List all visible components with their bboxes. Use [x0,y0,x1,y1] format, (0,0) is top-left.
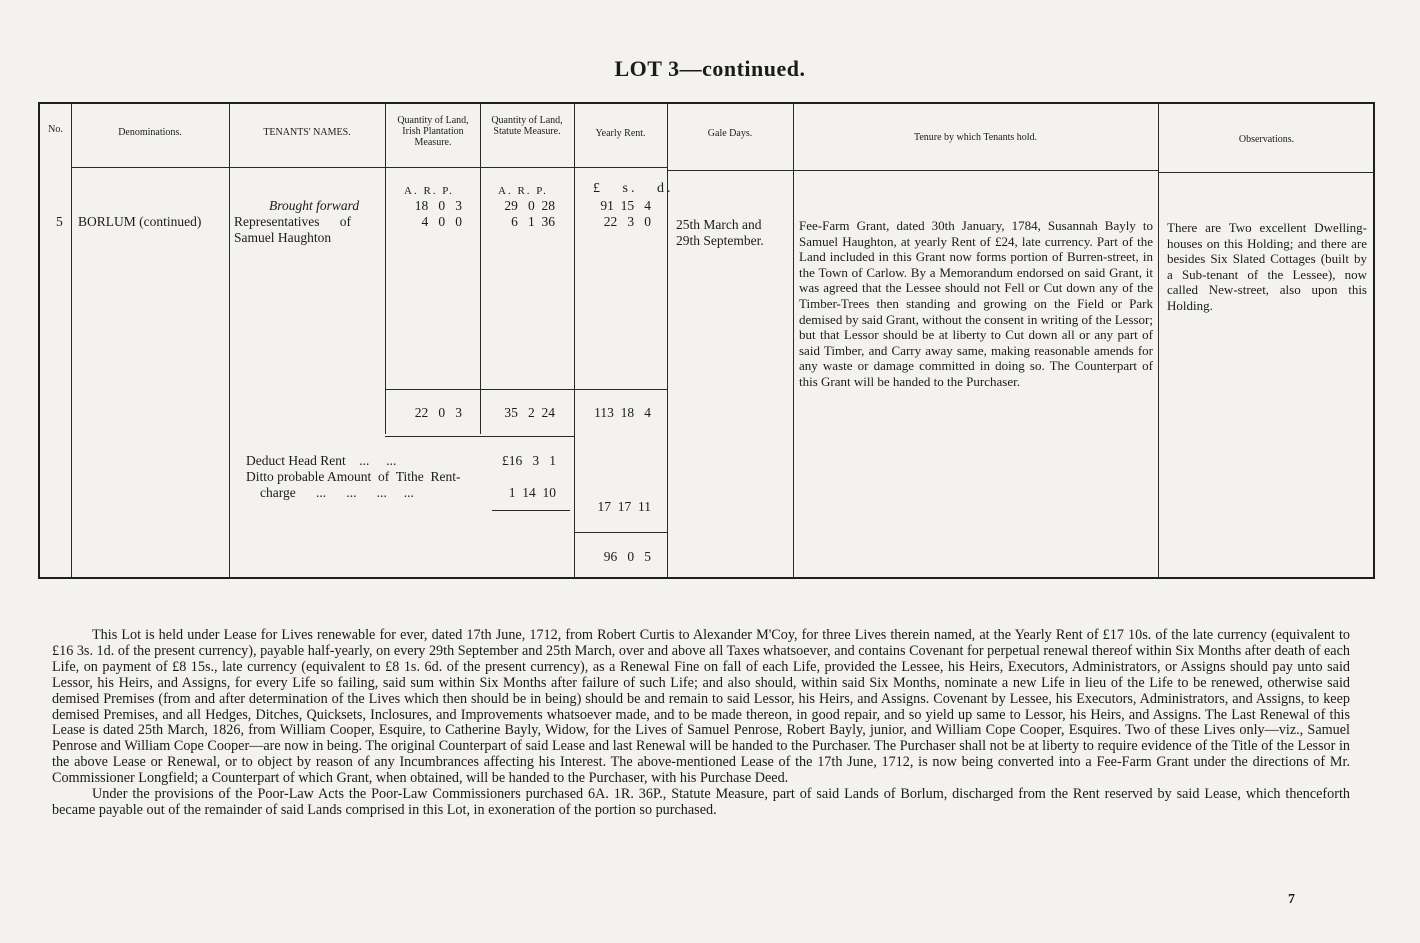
total-rule [574,532,667,533]
header-gale: Gale Days. [707,128,753,139]
header-no: No. [48,124,63,135]
head-rent-label: Deduct Head Rent ... ... [246,453,397,468]
bf-irish-measure: 18 0 3 [414,198,462,213]
header-rule [71,167,668,168]
header-rule [793,170,1159,171]
brought-forward-label: Brought forward [269,198,360,213]
deduct-rule [492,510,570,511]
subtotal-rule [385,436,574,437]
net-rent: 96 0 5 [603,549,651,564]
column-rule [480,104,481,434]
tithe-label-line1: Ditto probable Amount of Tithe Rent- [246,469,461,484]
gale-days-line2: 29th September. [676,233,764,248]
header-observations: Observations. [1238,134,1295,145]
column-rule [385,104,386,434]
total-rent: 113 18 4 [594,405,651,420]
header-tenants: TENANTS' NAMES. [263,127,351,138]
header-rule [1158,172,1375,173]
head-rent-value: £16 3 1 [502,453,556,468]
column-rule [793,104,794,577]
deduct-total: 17 17 11 [597,499,651,514]
page-title: LOT 3—continued. [614,56,806,81]
tenure-text: Fee-Farm Grant, dated 30th January, 1784, Susannah Bayly to Samuel Haughton, at yearly Rent of £24, late currency. Part of the Land included in this Grant now forms portion of Burren-street, in the Town of Carlow. By a Memorandum endorsed on said Grant, it was agreed that the Lessee should not Fell or Cut down any of the Timber-Trees then standing and growing on the Field or Park demised by said Grant, without the consent in writing of the Lessor; but that Lessor should be at liberty to Cut down all or any part of said Timber, and Carry away same, making reasonable amends for any waste or damage committed in doing so. The Counterpart of this Grant will be handed to the Purchaser. [799,218,1153,389]
tithe-label-line2: charge ... ... ... ... [260,485,414,500]
header-rent: Yearly Rent. [595,128,646,139]
total-irish: 22 0 3 [414,405,462,420]
irish-measure: 4 0 0 [421,214,462,229]
tithe-value: 1 14 10 [508,485,556,500]
gale-days-line1: 25th March and [676,217,762,232]
column-rule [667,104,668,577]
total-statute: 35 2 24 [504,405,555,420]
bf-yearly-rent: 91 15 4 [600,198,651,213]
column-rule [574,104,575,577]
row-number: 5 [56,214,63,229]
units-rent: £ s. d. [593,181,674,196]
header-denominations: Denominations. [118,127,182,138]
yearly-rent: 22 3 0 [603,214,651,229]
header-rule [667,170,794,171]
units-irish: A. R. P. [404,185,454,197]
tenant-name-line2: Samuel Haughton [234,230,332,245]
poor-law-paragraph: Under the provisions of the Poor-Law Acts the Poor-Law Commissioners purchased 6A. 1R. 36P., Statute Measure, part of said Lands of Borlum, discharged from the Rent reserved by said Lease, which thenceforth became payable out of the remainder of said Lands comprised in this Lot, in exoneration of the portion so purchased. [52,786,1350,818]
tenant-name-line1: Representatives of [234,214,351,229]
column-rule [1158,104,1159,577]
page-number: 7 [1288,892,1295,907]
subtotal-rule [385,389,668,390]
header-tenure: Tenure by which Tenants hold. [913,132,1038,143]
bf-statute-measure: 29 0 28 [504,198,555,213]
lease-paragraph: This Lot is held under Lease for Lives renewable for ever, dated 17th June, 1712, from Robert Curtis to Alexander M'Coy, for three Lives therein named, at the Yearly Rent of £17 10s. of the late currency (equivalent to £16 3s. 1d. of the present currency), payable half-yearly, on every 29th September and 25th March, over and above all Taxes whatsoever, and contains Covenant for perpetual renewal thereof within Six Months after death of each Life, on payment of £8 15s., late currency (equivalent to £8 1s. 6d. of the present currency), as a Renewal Fine on fall of each Life, provided the Lessee, his Heirs, Executors, Administrators, or Assigns should pay unto said Lessor, his Heirs, and Assigns, for every Life so failing, said sum within Six Months after failure of such Life; and also should, within said Six Months, nominate a new Life in lieu of the Life to be renewed, otherwise said demised Premises (from and after determination of the Lives which then should be in being) should be and remain to said Lessor, his Heirs, and Assigns. Covenant by Lessee, his Executors, Administrators, and Assigns, to keep demised Premises, and all Hedges, Ditches, Quicksets, Inclosures, and Improvements whatsoever made, and to be made thereon, in good repair, and so yield up same to Lessor, his Heirs, and Assigns. The Last Renewal of this Lease is dated 25th March, 1826, from William Cooper, Esquire, to Catherine Bayly, Widow, for the Lives of Samuel Penrose, Robert Bayly, junior, and William Cope Cooper, Esquires. Two of these Lives only—viz., Samuel Penrose and William Cope Cooper—are now in being. The original Counterpart of said Lease and last Renewal will be handed to the Purchaser. The Purchaser shall not be at liberty to require evidence of the Title of the Lessor in the above Lease or Renewal, or to object by reason of any Incumbrances affecting his Interest. The above-mentioned Lease of the 17th June, 1712, is now being converted into a Fee-Farm Grant under the directions of Mr. Commissioner Longfield; a Counterpart of which Grant, when obtained, will be handed to the Purchaser, with his Purchase Deed. [52,627,1350,787]
lot-table [38,102,1375,579]
header-qty-irish: Quantity of Land, Irish Plantation Measure. [397,115,469,148]
lease-notes [52,628,1350,819]
observations-text: There are Two excellent Dwelling-houses on this Holding; and there are besides Six Slated Cottages (built by a Sub-tenant of the Lessee), now called New-street, also upon this Holding. [1167,220,1367,313]
column-rule [229,104,230,577]
units-statute: A. R. P. [498,185,548,197]
row-denomination: BORLUM (continued) [78,214,202,229]
column-rule [71,104,72,577]
header-qty-statute: Quantity of Land, Statute Measure. [491,115,563,137]
statute-measure: 6 1 36 [511,214,555,229]
